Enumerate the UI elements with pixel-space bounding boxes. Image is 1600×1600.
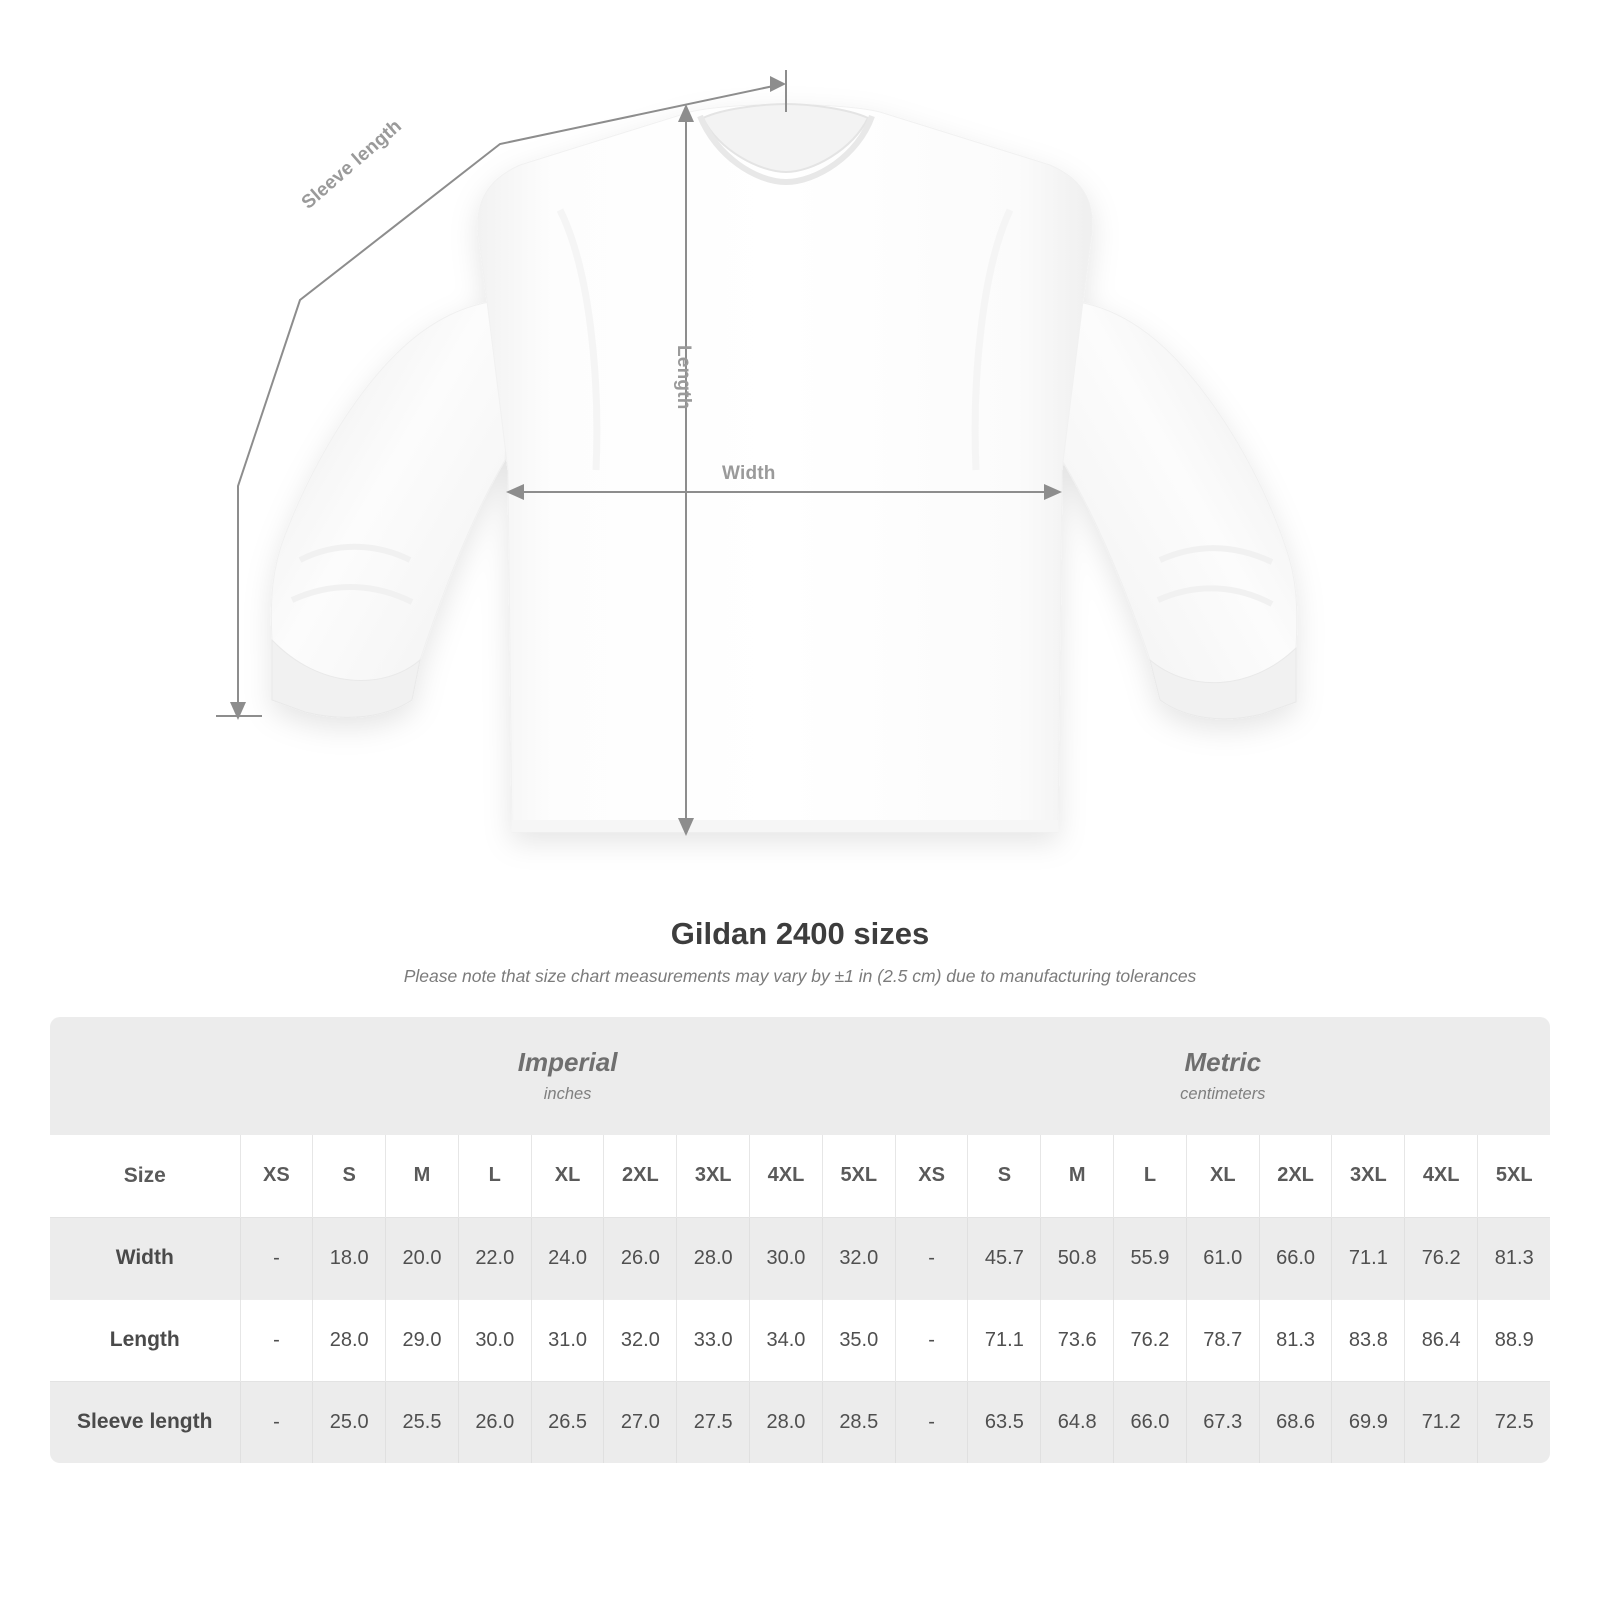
page-subtitle: Please note that size chart measurements may vary by ±1 in (2.5 cm) due to manufacturing tolerances — [403, 966, 1197, 986]
garment-shape — [271, 104, 1296, 832]
cell-sleeve-imperial-2xl: 27.0 — [604, 1381, 677, 1463]
size-col-imperial-s: S — [313, 1135, 386, 1217]
cell-width-metric-5xl: 81.3 — [1478, 1217, 1550, 1299]
cell-sleeve-imperial-s: 25.0 — [313, 1381, 386, 1463]
cell-width-metric-xs: - — [895, 1217, 968, 1299]
cell-width-metric-m: 50.8 — [1041, 1217, 1114, 1299]
cell-sleeve-metric-s: 63.5 — [968, 1381, 1041, 1463]
cell-length-metric-xs: - — [895, 1299, 968, 1381]
width-dimension-label: Width — [722, 463, 776, 484]
cell-width-imperial-4xl: 30.0 — [750, 1217, 823, 1299]
cell-sleeve-imperial-3xl: 27.5 — [677, 1381, 750, 1463]
cell-length-imperial-2xl: 32.0 — [604, 1299, 677, 1381]
cell-length-imperial-5xl: 35.0 — [822, 1299, 895, 1381]
cell-width-metric-4xl: 76.2 — [1405, 1217, 1478, 1299]
cell-length-metric-2xl: 81.3 — [1259, 1299, 1332, 1381]
cell-length-imperial-l: 30.0 — [458, 1299, 531, 1381]
cell-sleeve-metric-3xl: 69.9 — [1332, 1381, 1405, 1463]
cell-sleeve-imperial-l: 26.0 — [458, 1381, 531, 1463]
cell-length-metric-4xl: 86.4 — [1405, 1299, 1478, 1381]
cell-sleeve-metric-xs: - — [895, 1381, 968, 1463]
cell-sleeve-imperial-xl: 26.5 — [531, 1381, 604, 1463]
cell-sleeve-metric-4xl: 71.2 — [1405, 1381, 1478, 1463]
size-chart-table — [50, 1017, 1550, 1463]
length-dimension-label: Length — [673, 345, 694, 410]
cell-width-imperial-5xl: 32.0 — [822, 1217, 895, 1299]
cell-length-imperial-s: 28.0 — [313, 1299, 386, 1381]
unit-name-imperial: Imperial — [517, 1047, 618, 1078]
cell-sleeve-imperial-5xl: 28.5 — [822, 1381, 895, 1463]
table-row — [50, 1217, 1550, 1299]
table-row — [50, 1381, 1550, 1463]
unit-sub-imperial: inches — [543, 1084, 592, 1103]
size-col-imperial-m: M — [386, 1135, 459, 1217]
size-col-imperial-4xl: 4XL — [750, 1135, 823, 1217]
row-label-length: Length — [50, 1299, 240, 1381]
cell-width-imperial-l: 22.0 — [458, 1217, 531, 1299]
size-col-imperial-xl: XL — [531, 1135, 604, 1217]
size-col-metric-5xl: 5XL — [1478, 1135, 1550, 1217]
cell-width-imperial-xs: - — [240, 1217, 313, 1299]
cell-length-metric-5xl: 88.9 — [1478, 1299, 1550, 1381]
cell-sleeve-metric-m: 64.8 — [1041, 1381, 1114, 1463]
cell-sleeve-imperial-m: 25.5 — [386, 1381, 459, 1463]
cell-sleeve-metric-l: 66.0 — [1114, 1381, 1187, 1463]
cell-length-metric-xl: 78.7 — [1186, 1299, 1259, 1381]
size-col-imperial-l: L — [458, 1135, 531, 1217]
cell-width-metric-xl: 61.0 — [1186, 1217, 1259, 1299]
cell-length-imperial-4xl: 34.0 — [750, 1299, 823, 1381]
unit-name-metric: Metric — [1184, 1047, 1262, 1078]
cell-width-imperial-xl: 24.0 — [531, 1217, 604, 1299]
cell-width-imperial-3xl: 28.0 — [677, 1217, 750, 1299]
size-col-imperial-3xl: 3XL — [677, 1135, 750, 1217]
cell-width-imperial-s: 18.0 — [313, 1217, 386, 1299]
size-col-metric-l: L — [1114, 1135, 1187, 1217]
unit-header-metric — [895, 1017, 1550, 1135]
size-col-metric-4xl: 4XL — [1405, 1135, 1478, 1217]
size-col-metric-2xl: 2XL — [1259, 1135, 1332, 1217]
cell-width-imperial-2xl: 26.0 — [604, 1217, 677, 1299]
cell-length-metric-m: 73.6 — [1041, 1299, 1114, 1381]
cell-sleeve-metric-xl: 67.3 — [1186, 1381, 1259, 1463]
size-header-cell: Size — [50, 1135, 240, 1217]
cell-length-metric-l: 76.2 — [1114, 1299, 1187, 1381]
size-col-metric-m: M — [1041, 1135, 1114, 1217]
cell-length-imperial-m: 29.0 — [386, 1299, 459, 1381]
size-col-imperial-5xl: 5XL — [822, 1135, 895, 1217]
cell-length-imperial-3xl: 33.0 — [677, 1299, 750, 1381]
row-label-sleeve-length: Sleeve length — [50, 1381, 240, 1463]
cell-length-imperial-xl: 31.0 — [531, 1299, 604, 1381]
cell-length-imperial-xs: - — [240, 1299, 313, 1381]
row-label-width: Width — [50, 1217, 240, 1299]
size-col-metric-xs: XS — [895, 1135, 968, 1217]
cell-sleeve-metric-2xl: 68.6 — [1259, 1381, 1332, 1463]
size-col-imperial-2xl: 2XL — [604, 1135, 677, 1217]
cell-width-metric-l: 55.9 — [1114, 1217, 1187, 1299]
cell-sleeve-imperial-4xl: 28.0 — [750, 1381, 823, 1463]
size-header-row — [50, 1135, 1550, 1217]
cell-sleeve-imperial-xs: - — [240, 1381, 313, 1463]
cell-width-metric-s: 45.7 — [968, 1217, 1041, 1299]
size-col-metric-s: S — [968, 1135, 1041, 1217]
unit-header-row — [50, 1017, 1550, 1135]
cell-length-metric-3xl: 83.8 — [1332, 1299, 1405, 1381]
cell-width-metric-3xl: 71.1 — [1332, 1217, 1405, 1299]
page-title: Gildan 2400 sizes — [670, 916, 930, 951]
unit-sub-metric: centimeters — [1180, 1084, 1266, 1103]
size-col-imperial-xs: XS — [240, 1135, 313, 1217]
unit-header-spacer — [50, 1017, 240, 1135]
size-chart-table-wrapper — [50, 1017, 1550, 1463]
cell-width-metric-2xl: 66.0 — [1259, 1217, 1332, 1299]
title-block — [0, 916, 1600, 987]
table-row — [50, 1299, 1550, 1381]
sleeve-length-dimension-label: Sleeve length — [297, 115, 406, 214]
unit-header-imperial — [240, 1017, 895, 1135]
size-col-metric-xl: XL — [1186, 1135, 1259, 1217]
cell-width-imperial-m: 20.0 — [386, 1217, 459, 1299]
size-col-metric-3xl: 3XL — [1332, 1135, 1405, 1217]
cell-sleeve-metric-5xl: 72.5 — [1478, 1381, 1550, 1463]
cell-length-metric-s: 71.1 — [968, 1299, 1041, 1381]
